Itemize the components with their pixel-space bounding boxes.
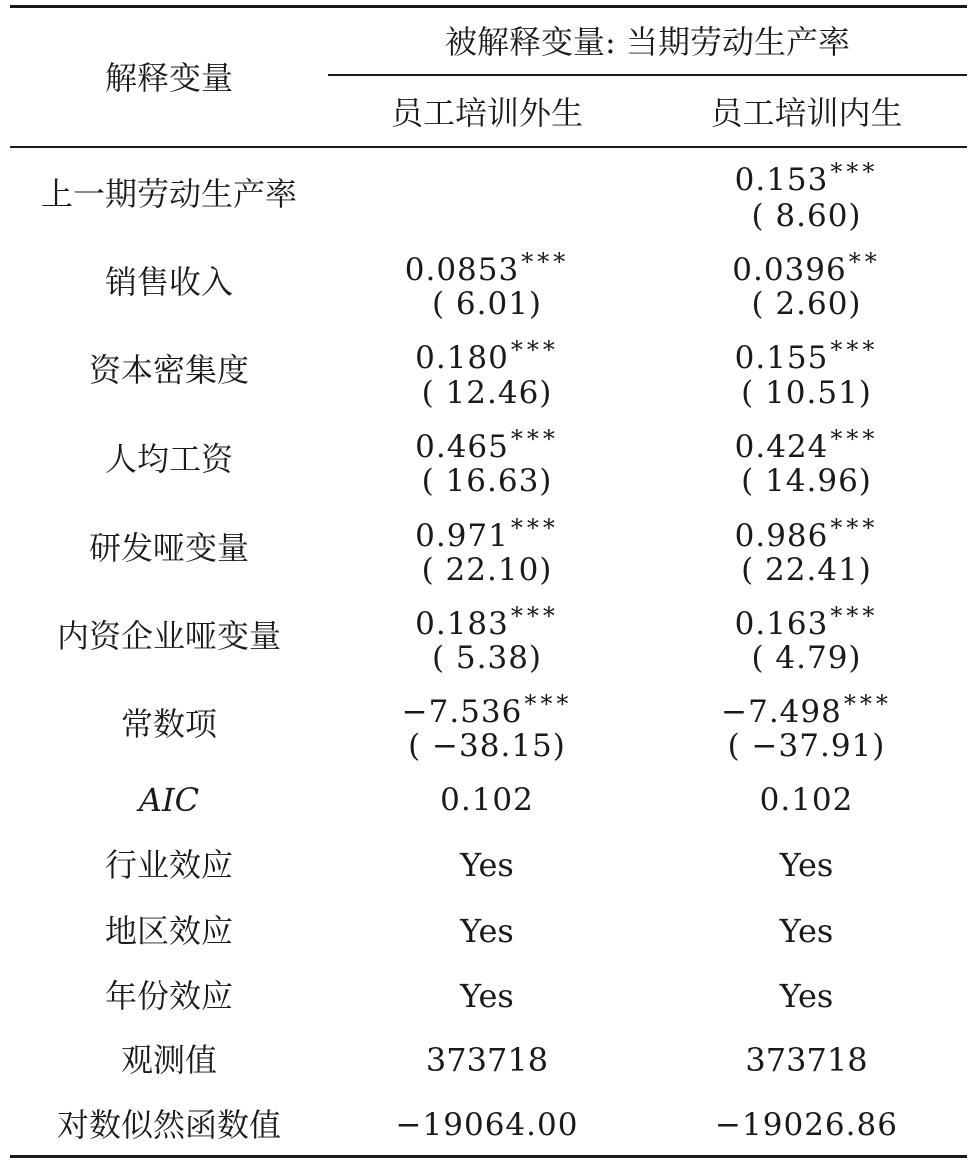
coefficient: 0.163*** [734, 602, 879, 642]
stat-value: Yes [460, 912, 514, 950]
t-statistic: ( 22.41) [741, 552, 872, 588]
stat-value: Yes [779, 912, 834, 950]
row-label: 研发哑变量 [88, 529, 249, 567]
t-statistic [328, 194, 646, 238]
t-statistic: ( −37.91) [727, 728, 886, 764]
t-statistic: ( 8.60) [751, 198, 862, 234]
t-statistic: ( −38.15) [408, 728, 566, 764]
t-statistic: ( 5.38) [431, 640, 543, 676]
stat-value: Yes [779, 977, 834, 1015]
t-statistic: ( 14.96) [741, 463, 872, 499]
coefficient: 0.153*** [734, 158, 879, 198]
t-statistic: ( 2.60) [751, 286, 862, 322]
t-statistic: ( 4.79) [751, 640, 862, 676]
row-label: 上一期劳动生产率 [40, 175, 297, 213]
corner-label: 解释变量 [104, 59, 233, 97]
column-header-exogenous: 员工培训外生 [390, 94, 583, 132]
coefficient: 0.180*** [415, 336, 559, 376]
coefficient: −7.536*** [401, 690, 573, 730]
row-label: 内资企业哑变量 [56, 617, 281, 655]
coefficient: 0.0396** [732, 248, 881, 288]
row-label: 销售收入 [104, 263, 233, 301]
coefficient: 0.971*** [415, 514, 559, 554]
stat-value: Yes [460, 977, 514, 1015]
stat-label: 行业效应 [104, 846, 233, 884]
t-statistic: ( 6.01) [431, 286, 543, 322]
coefficient: 0.183*** [415, 602, 559, 642]
coefficient: 0.465*** [415, 425, 559, 465]
stat-label-aic: AIC [138, 781, 200, 819]
stat-value: 0.102 [759, 782, 854, 818]
t-statistic: ( 16.63) [421, 463, 553, 499]
stat-value: Yes [460, 846, 514, 884]
column-header-endogenous: 员工培训内生 [710, 94, 903, 132]
coefficient: 0.424*** [734, 425, 879, 465]
stat-value: −19064.00 [395, 1107, 579, 1143]
t-statistic: ( 10.51) [741, 375, 872, 411]
stat-value: 373718 [425, 1041, 549, 1079]
stat-value: Yes [779, 846, 834, 884]
coefficient [328, 150, 646, 194]
coefficient: 0.986*** [734, 514, 879, 554]
row-label: 人均工资 [104, 440, 233, 478]
stat-label: 年份效应 [104, 977, 233, 1015]
stat-value: −19026.86 [715, 1107, 898, 1143]
stat-label: 对数似然函数值 [56, 1106, 281, 1144]
coefficient: 0.0853*** [404, 248, 570, 288]
stat-value: 373718 [745, 1041, 868, 1079]
bottom-rule [10, 1155, 967, 1158]
row-label: 常数项 [120, 705, 217, 743]
coefficient: −7.498*** [721, 690, 892, 730]
stat-label: 观测值 [120, 1041, 217, 1079]
stat-value: 0.102 [440, 782, 534, 818]
dependent-variable-header: 被解释变量: 当期劳动生产率 [445, 23, 850, 61]
header-bottom-rule [10, 146, 967, 148]
coefficient: 0.155*** [734, 336, 879, 376]
top-rule [10, 5, 967, 8]
header-sub-rule [328, 74, 967, 76]
t-statistic: ( 12.46) [421, 375, 553, 411]
t-statistic: ( 22.10) [421, 552, 553, 588]
stat-label: 地区效应 [104, 912, 233, 950]
row-label: 资本密集度 [88, 351, 249, 389]
